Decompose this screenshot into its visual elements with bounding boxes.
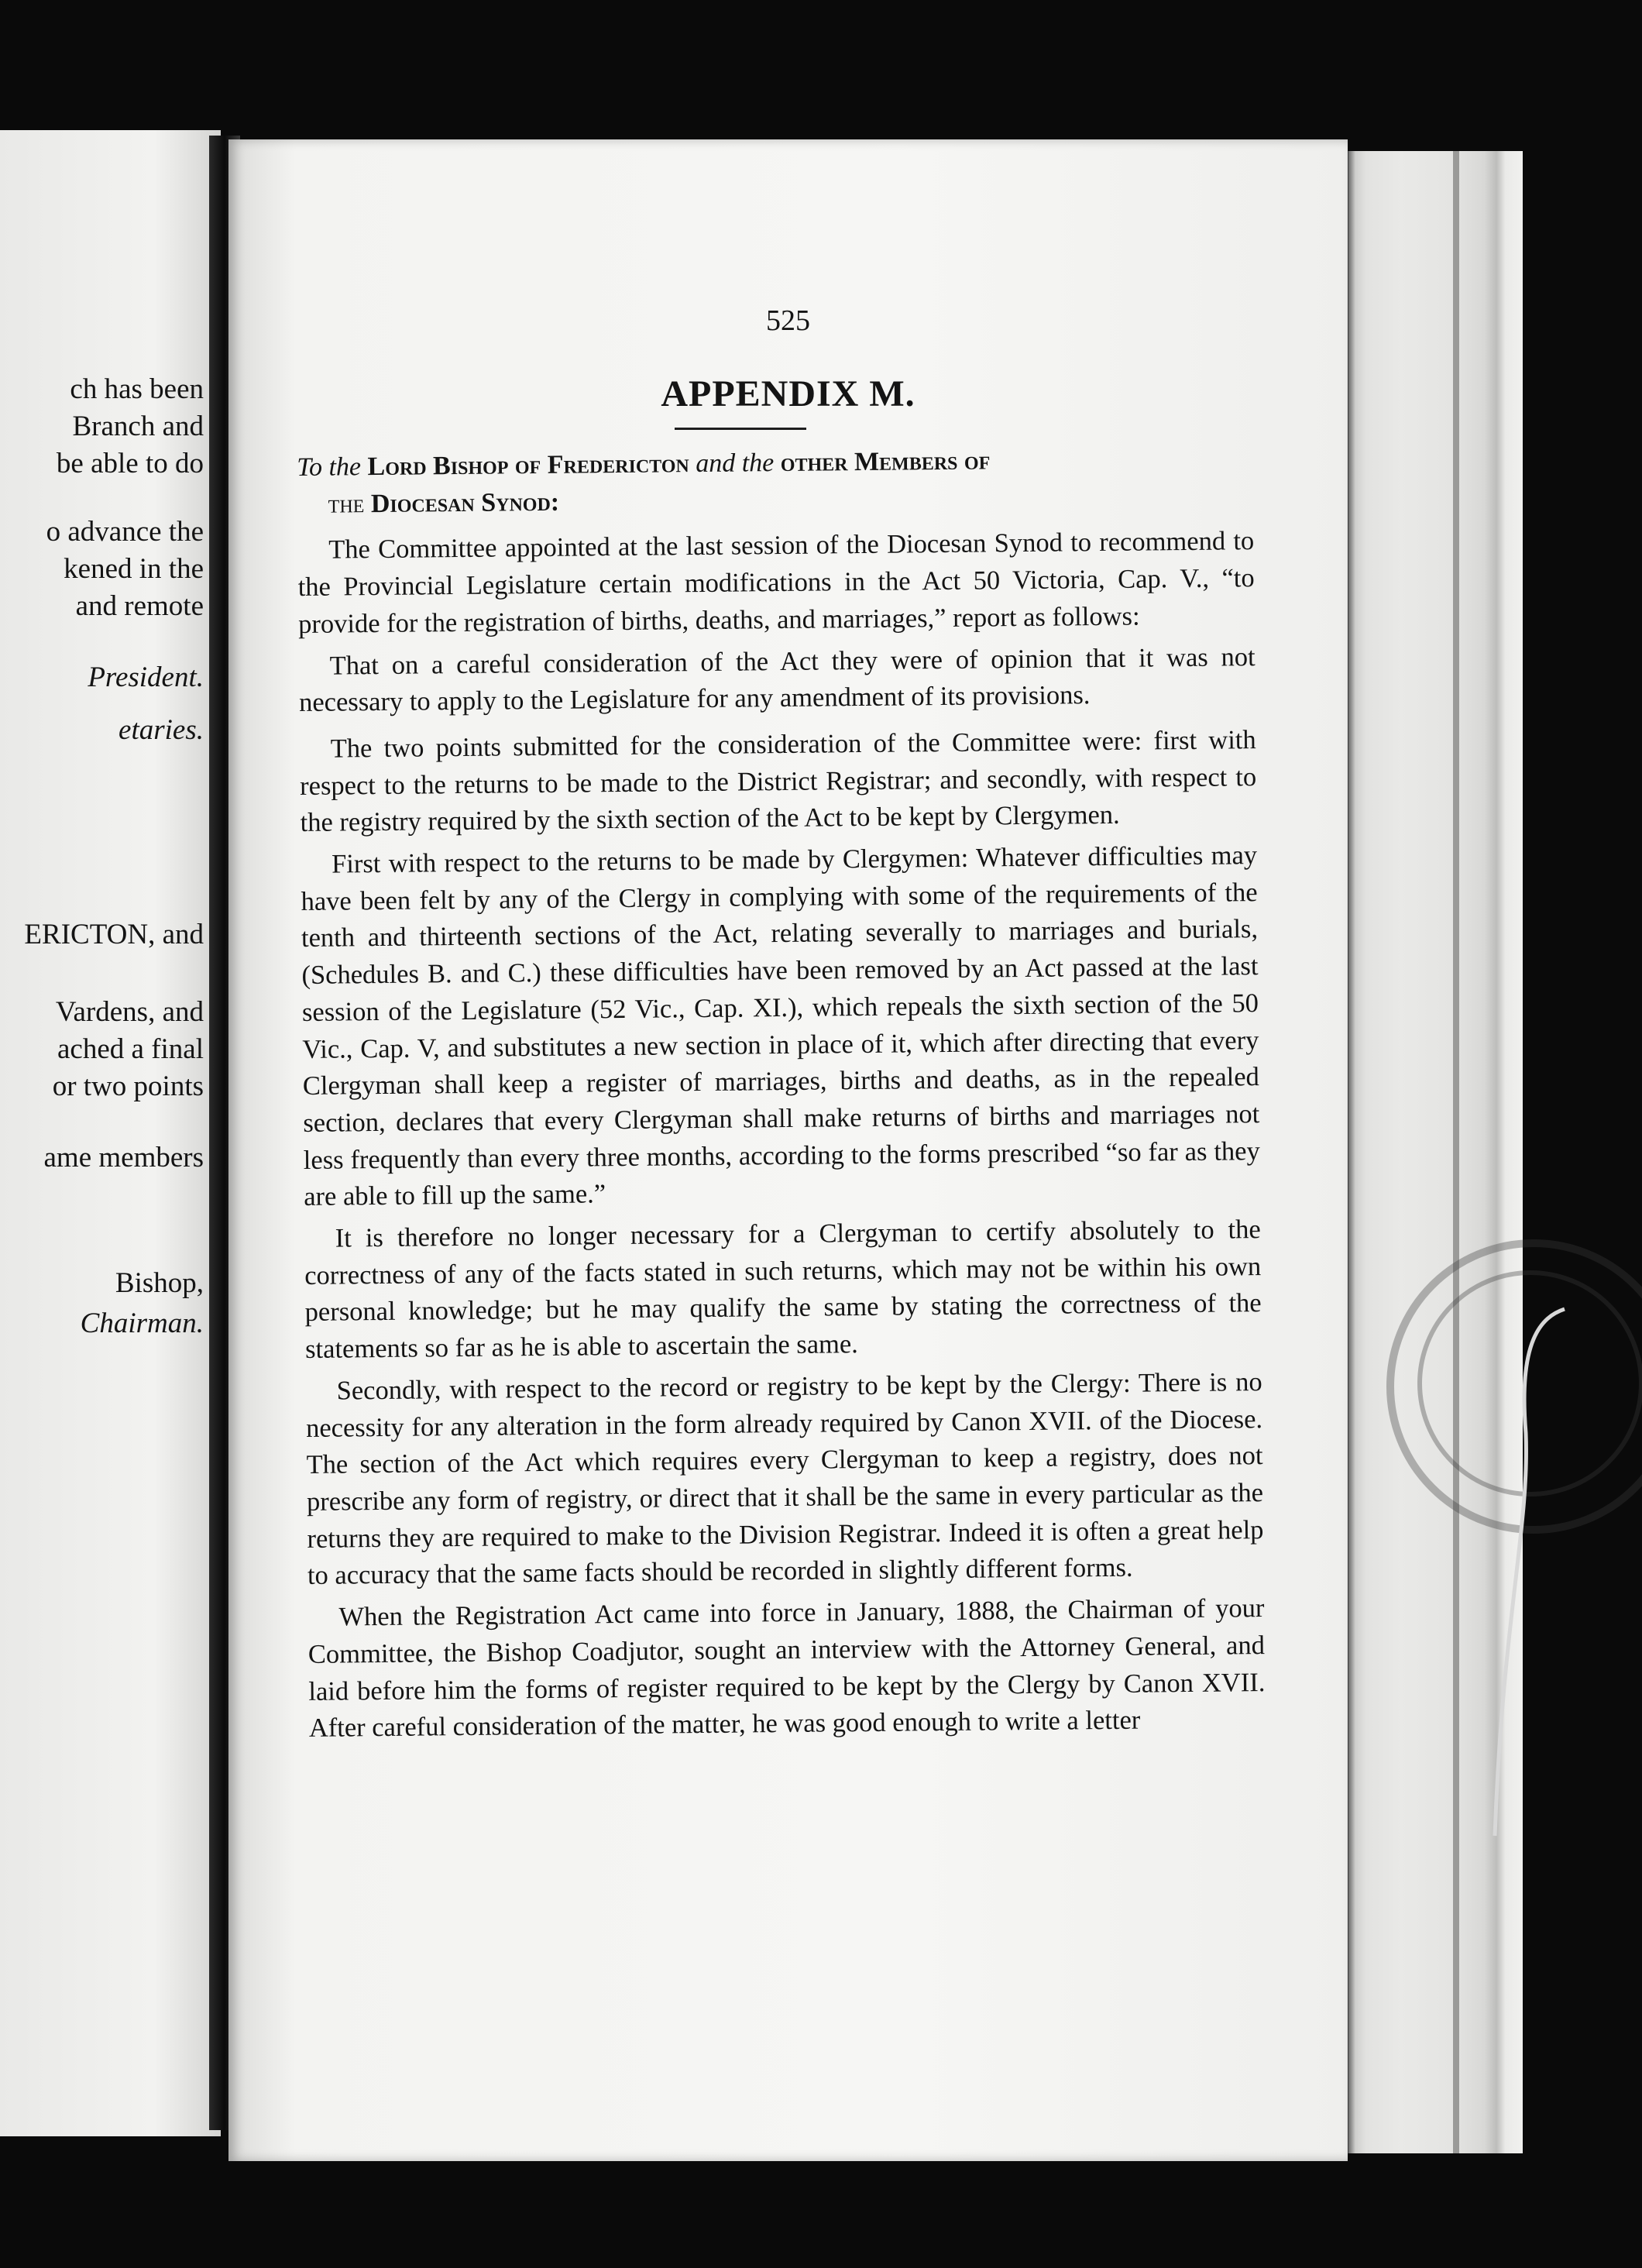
main-page: [228, 139, 1348, 2161]
paragraph: When the Registration Act came into force in January, 1888, the Chairman of your Committee, the Bishop Coadjutor, sought an interview with the Attorney General, and laid before him the forms of register required to be kept by the Clergy by Canon XVII. After careful consideration of the matter, he was good enough to write a letter: [307, 1593, 1266, 1744]
address-other-members: other Members of: [780, 446, 991, 478]
address-the: the: [328, 489, 365, 519]
body-text: [297, 440, 1266, 1752]
left-text-line: and remote: [75, 590, 204, 622]
page-number: 525: [766, 304, 810, 337]
paragraph: That on a careful consideration of the Act they were of opinion that it was not necessary to apply to the Legislature for any amendment of its provisions.: [298, 641, 1256, 718]
left-text-line: ached a final: [57, 1033, 204, 1065]
address-and-the: and the: [696, 448, 775, 479]
address-line: [297, 440, 1254, 523]
left-text-line: ch has been: [70, 373, 204, 405]
left-text-line: Chairman.: [80, 1308, 204, 1339]
left-text-line: etaries.: [119, 714, 204, 746]
left-text-line: be able to do: [56, 448, 204, 479]
left-text-line: President.: [88, 662, 204, 693]
left-text-line: o advance the: [46, 516, 204, 548]
page-edges: [1344, 151, 1523, 2153]
left-facing-page: [0, 130, 221, 2136]
wire-artifact: [1487, 1294, 1580, 1851]
paragraph: The Committee appointed at the last session of the Diocesan Synod to recommend to the Provincial Legislature certain modifications in the Act 50 Victoria, Cap. V., “to provide for the registration of births, deaths, and marriages,” report as follows:: [297, 526, 1255, 639]
paragraph: The two points submitted for the consideration of the Committee were: first with respect to the returns to be made to the District Registrar; and secondly, with respect to the registry required by the sixth section of the Act to be kept by Clergymen.: [299, 725, 1257, 838]
page-title: APPENDIX M.: [661, 373, 915, 414]
left-text-line: or two points: [52, 1070, 204, 1102]
address-diocesan-synod: Diocesan Synod:: [370, 487, 560, 518]
address-lord-bishop: Lord Bishop of Fredericton: [367, 449, 689, 482]
left-text-line: Vardens, and: [55, 996, 204, 1028]
address-to-the: To the: [297, 452, 362, 482]
title-rule: [675, 428, 806, 430]
left-text-line: ame members: [43, 1142, 204, 1174]
left-text-line: kened in the: [64, 553, 204, 585]
paragraph: It is therefore no longer necessary for a Clergyman to certify absolutely to the correctness of any of the facts stated in such returns, which may not be within his own personal knowledge; but he may qualify the same by stating the correctness of the statements so far as he is able to ascertain the same.: [304, 1215, 1262, 1365]
left-text-line: Bishop,: [115, 1267, 204, 1299]
left-text-line: ERICTON, and: [24, 919, 204, 950]
left-text-line: Branch and: [72, 411, 204, 442]
paragraph: First with respect to the returns to be made by Clergymen: Whatever difficulties may have been felt by any of the Clergy in complying with some of the requirements of the tenth and thirteenth sections of the Act, relating severally to marriages and burials, (Schedules B. and C.) these difficulties have been removed by an Act passed at the last session of the Legislature (52 Vic., Cap. XI.), which repeals the sixth section of the 50 Vic., Cap. V, and substitutes a new section in place of it, which after directing that every Clergyman shall keep a register of marriages, births and deaths, as in the repealed section, declares that every Clergyman shall make returns of births and marriages not less frequently than every three months, according to the forms prescribed “so far as they are able to fill up the same.”: [301, 840, 1260, 1212]
paragraph: Secondly, with respect to the record or registry to be kept by the Clergy: There is no necessity for any alteration in the form already required by Canon XVII. of the Diocese. The section of the Act which requires every Clergyman to keep a registry, does not prescribe any form of registry, or direct that it shall be the same in every particular as the returns they are required to make to the Division Registrar. Indeed it is often a great help to accuracy that the same facts should be recorded in slightly different forms.: [305, 1366, 1264, 1591]
